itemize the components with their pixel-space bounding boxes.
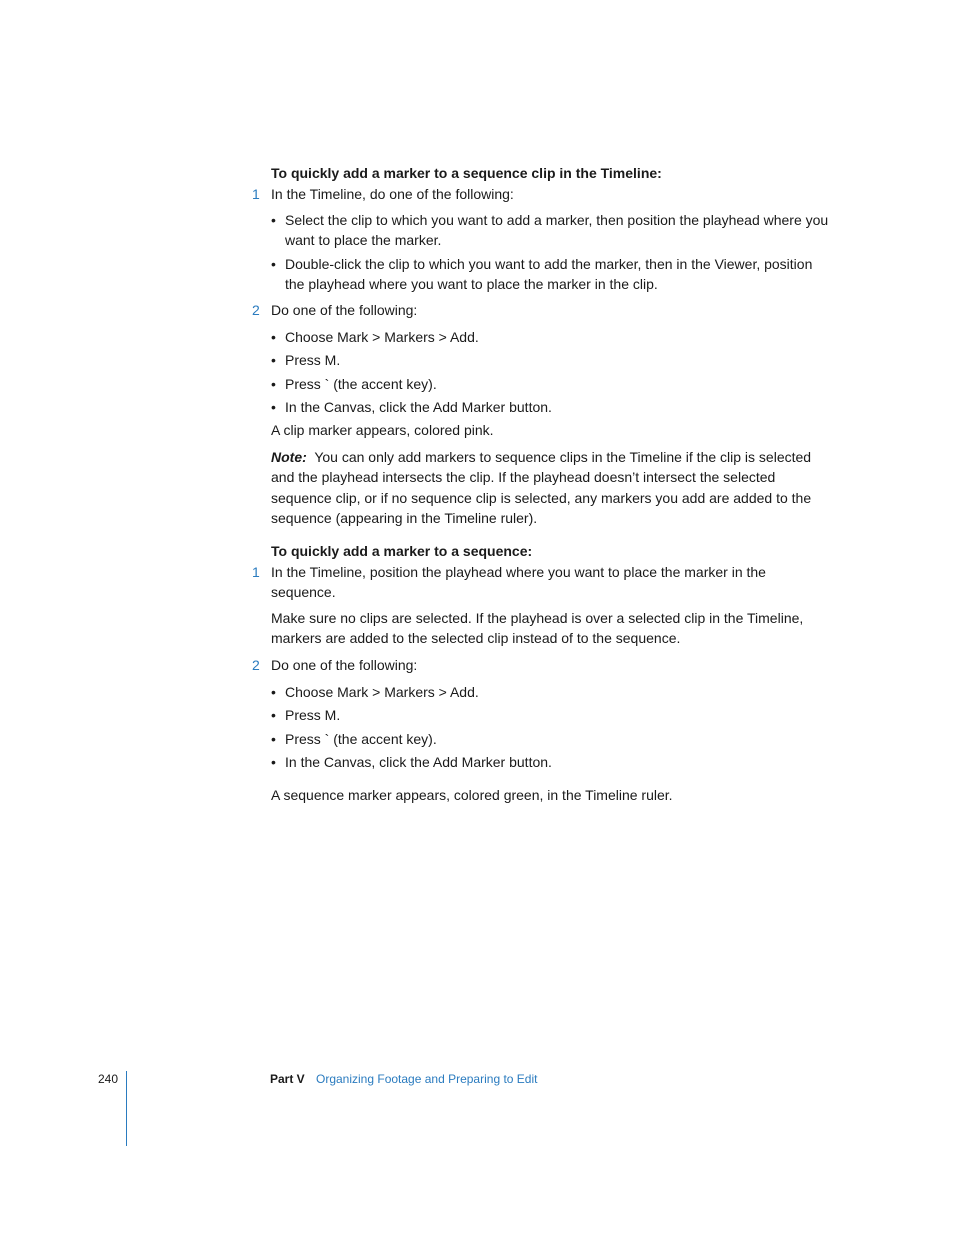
section2-step-2 xyxy=(252,655,831,675)
section1-step-1 xyxy=(252,184,831,204)
note-text: You can only add markers to sequence clips in the Timeline if the clip is selected and the playhead intersects the clip. If the playhead doesn’t intersect the selected sequence clip, or if no sequence clip is selected, any markers you add are added to the sequence (appearing in the Timeline ruler). xyxy=(271,448,812,526)
step-number: 1 xyxy=(252,186,260,202)
list-item: • Press ` (the accent key). xyxy=(271,729,831,749)
list-item: • In the Canvas, click the Add Marker button. xyxy=(271,397,831,417)
step-text: Do one of the following: xyxy=(271,302,418,318)
step-text: Do one of the following: xyxy=(271,656,418,673)
list-item: • In the Canvas, click the Add Marker button. xyxy=(271,752,831,772)
list-item: • Choose Mark > Markers > Add. xyxy=(271,327,831,347)
footer-divider xyxy=(126,1071,127,1146)
page-number: 240 xyxy=(98,1072,119,1086)
step-text: In the Timeline, do one of the following: xyxy=(271,186,514,202)
section2-result: A sequence marker appears, colored green, in the Timeline ruler. xyxy=(271,786,673,803)
list-item: • Select the clip to which you want to add a marker, then position the playhead where you want to place the marker. xyxy=(271,210,831,250)
footer-part-label: Part V xyxy=(270,1072,305,1086)
list-item: • Press M. xyxy=(271,350,831,370)
section1-step-2 xyxy=(252,300,831,320)
section2-step-2-bullets xyxy=(271,682,831,772)
section2-heading: To quickly add a marker to a sequence: xyxy=(271,542,533,559)
section1-heading: To quickly add a marker to a sequence clip in the Timeline: xyxy=(271,165,662,181)
section1-result: A clip marker appears, colored pink. xyxy=(271,422,494,438)
list-item: • Double-click the clip to which you want to add the marker, then in the Viewer, position the playhead where you want to place the marker in the clip. xyxy=(271,254,831,294)
section1-step-1-bullets xyxy=(271,210,831,294)
step-number: 2 xyxy=(252,656,260,673)
section1-step-2-bullets xyxy=(271,327,831,417)
section2-step-1 xyxy=(252,562,831,602)
list-item: • Choose Mark > Markers > Add. xyxy=(271,682,831,702)
note-paragraph xyxy=(271,447,831,529)
footer-part-title: Organizing Footage and Preparing to Edit xyxy=(316,1072,538,1086)
page-content xyxy=(252,163,831,805)
note-label: Note: xyxy=(271,448,307,465)
list-item: • Press M. xyxy=(271,705,831,725)
list-item: • Press ` (the accent key). xyxy=(271,374,831,394)
section2-step-1-followup: Make sure no clips are selected. If the playhead is over a selected clip in the Timeline, markers are added to the selected clip instead of to the sequence. xyxy=(271,609,804,646)
step-number: 1 xyxy=(252,563,260,580)
step-number: 2 xyxy=(252,302,260,318)
step-text: In the Timeline, position the playhead where you want to place the marker in the sequence. xyxy=(271,563,766,600)
